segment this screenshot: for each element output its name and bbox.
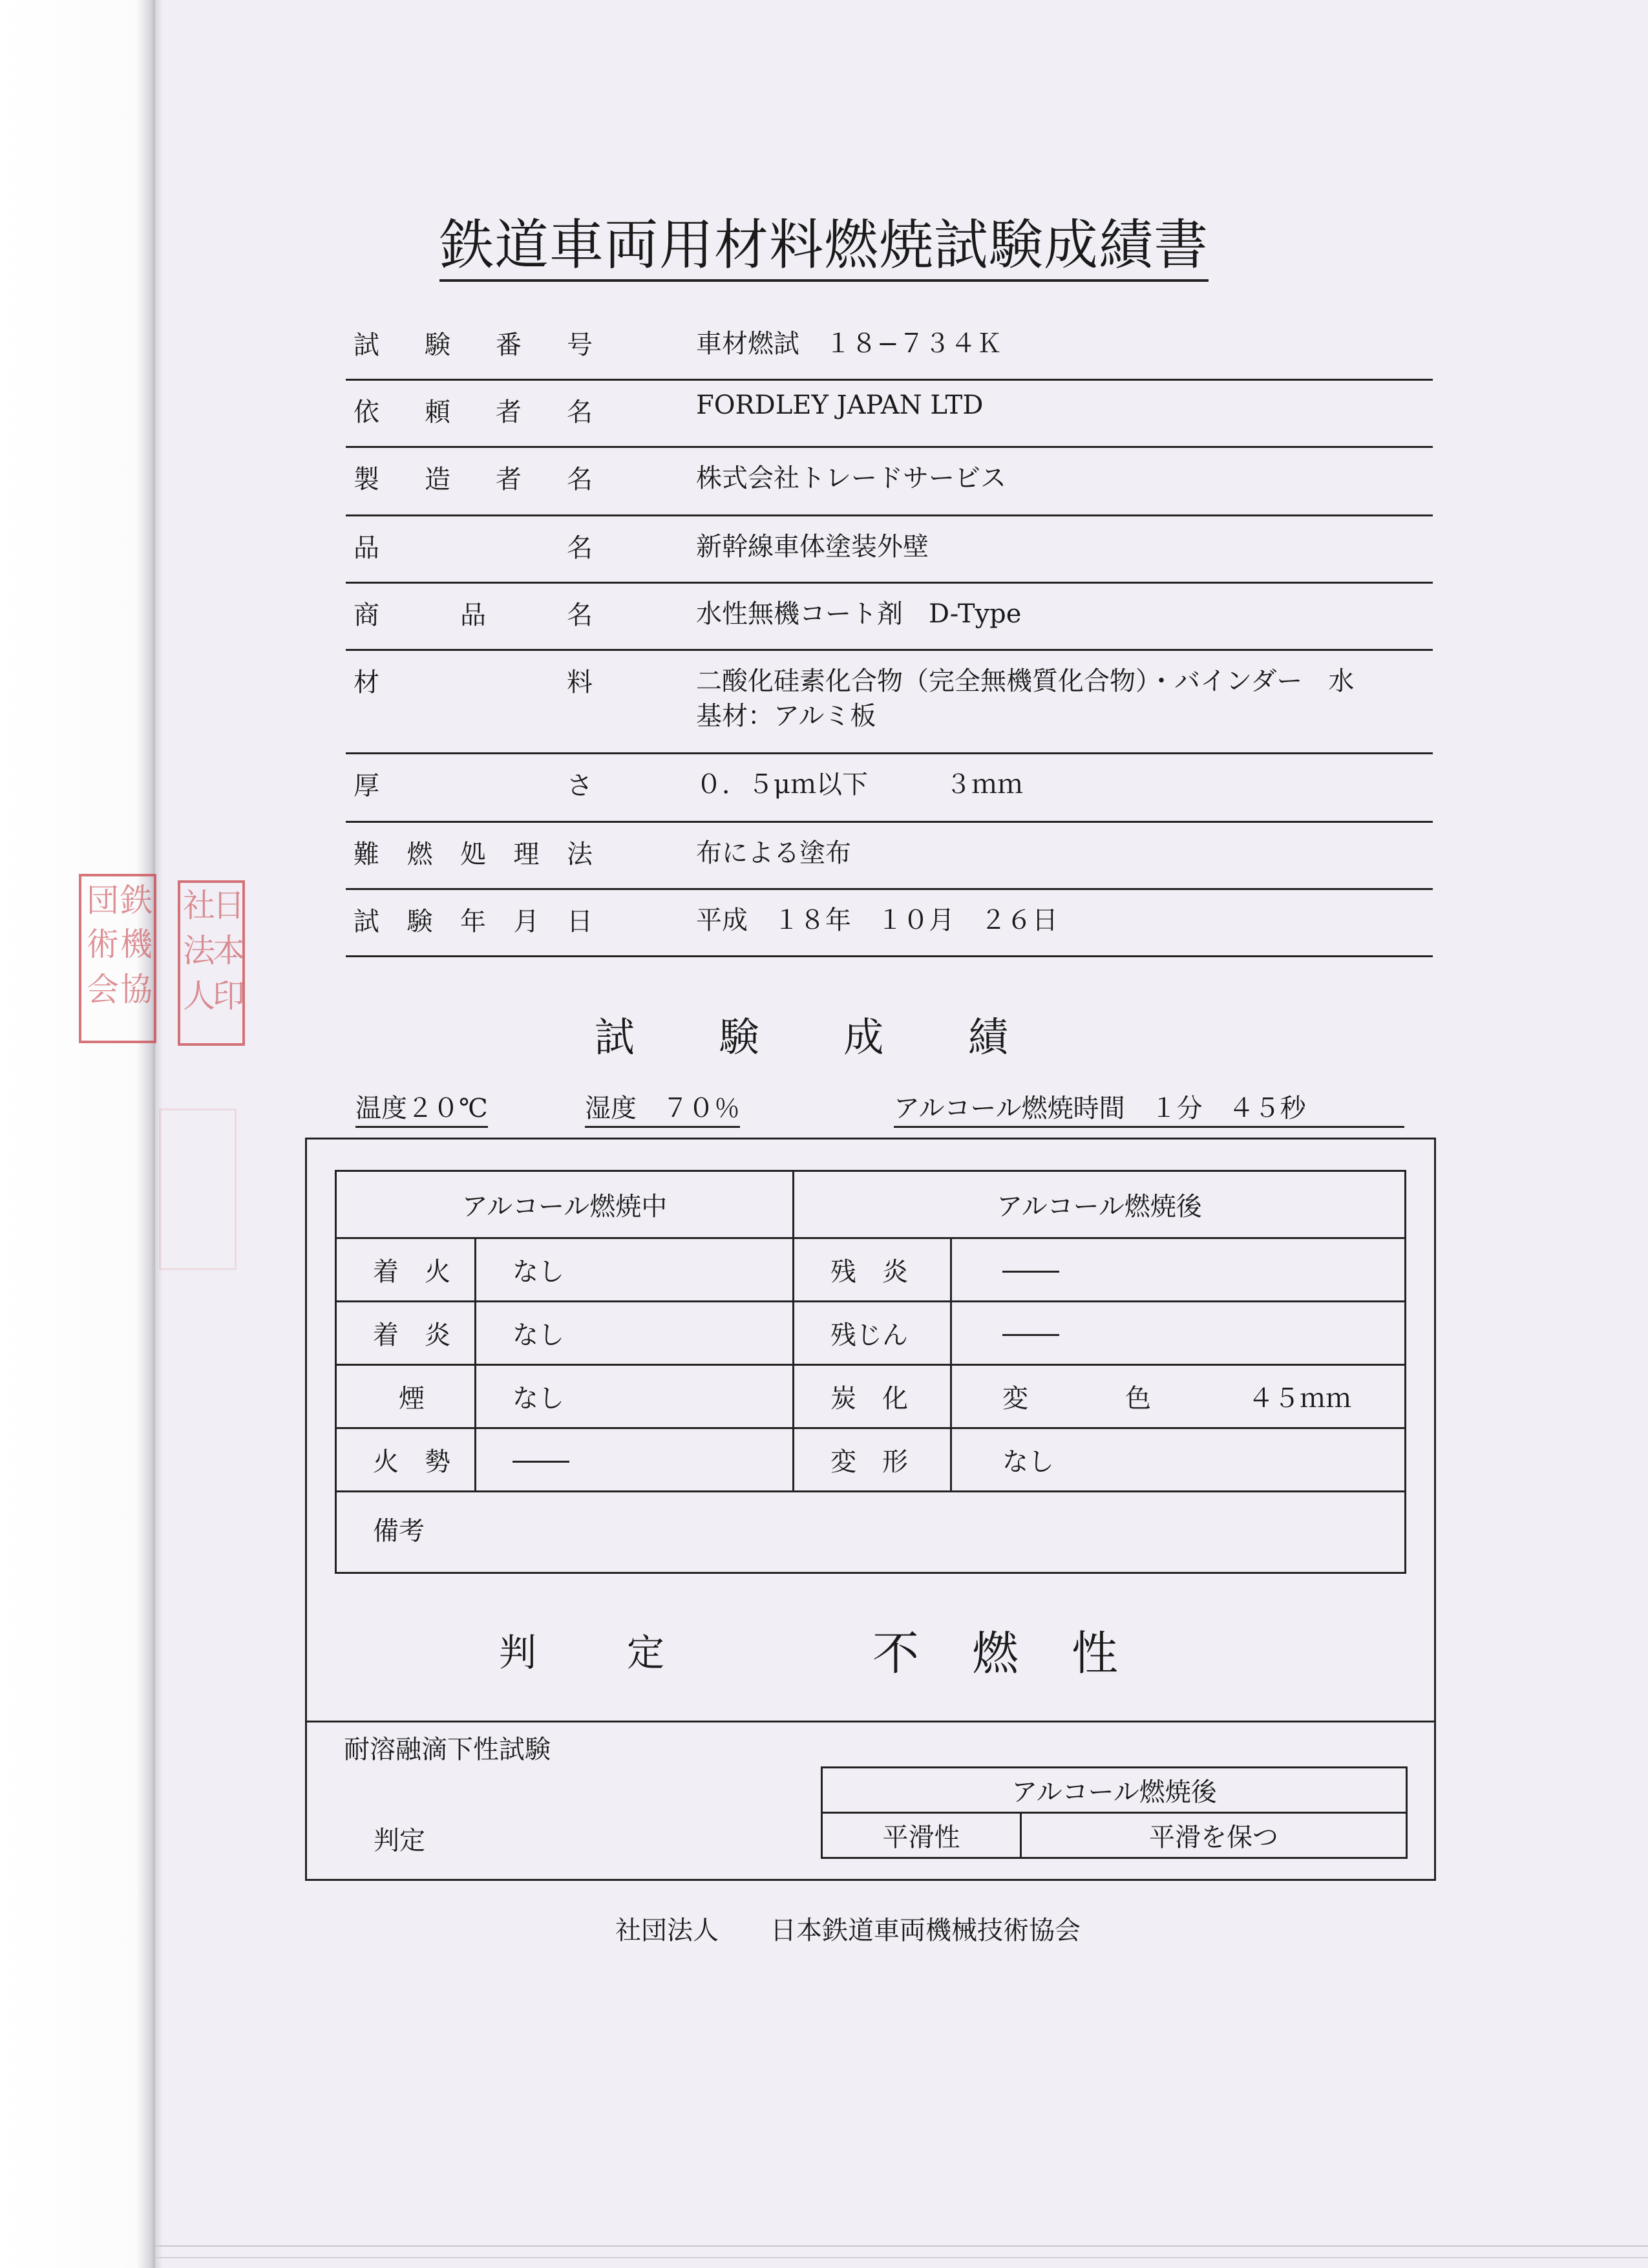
- info-label: [354, 392, 593, 429]
- info-label-char: 者: [496, 397, 522, 427]
- info-label-char: 頼: [425, 397, 450, 427]
- info-label-char: 試: [354, 907, 379, 937]
- info-value-secondary: 基材：アルミ板: [696, 701, 876, 731]
- info-label-char: 名: [567, 533, 593, 563]
- combustion-result-table: [335, 1170, 1406, 1574]
- ignition-value: なし: [476, 1238, 794, 1302]
- flame-catch-value: なし: [476, 1302, 794, 1365]
- results-heading-char: 績: [967, 1013, 1008, 1061]
- info-row: [346, 446, 1433, 516]
- drip-test-table: [821, 1766, 1408, 1859]
- drip-test-judgement-label: 判定: [374, 1826, 425, 1856]
- info-label-char: 号: [567, 330, 593, 360]
- judgement-label-char: 判: [499, 1631, 537, 1675]
- info-label-char: 造: [425, 465, 450, 494]
- afterglow-label: 残じん: [794, 1302, 951, 1365]
- info-label: [354, 459, 593, 496]
- table-row: [336, 1365, 1406, 1428]
- carbonization-length: ４５ｍｍ: [1248, 1384, 1351, 1414]
- info-label-char: 厚: [354, 771, 379, 801]
- seal-stamp-faint: [159, 1108, 237, 1270]
- info-value: 新幹線車体塗装外壁: [696, 532, 929, 562]
- info-value: ０．５μｍ以下 ３ｍｍ: [696, 770, 1023, 800]
- document-title: 鉄道車両用材料燃焼試験成績書: [0, 202, 1648, 280]
- during-burning-header: アルコール燃焼中: [336, 1171, 794, 1238]
- after-burning-header: アルコール燃焼後: [794, 1171, 1406, 1238]
- info-label: [354, 595, 593, 631]
- info-label: [354, 834, 593, 871]
- seal-stamp: 団 鉄 術 機 会 協: [79, 874, 156, 1043]
- page-edge: [155, 2257, 1648, 2258]
- info-label: [354, 765, 593, 802]
- info-label: [354, 324, 593, 361]
- results-heading-char: 試: [595, 1013, 635, 1061]
- issuer-footer: 社団法人 日本鉄道車両機械技術協会: [615, 1916, 1081, 1945]
- info-row: [346, 888, 1433, 957]
- info-label-char: 年: [460, 907, 486, 937]
- flame-intensity-value: [476, 1428, 794, 1492]
- carbonization-label: 炭 化: [794, 1365, 951, 1428]
- info-label-char: 材: [354, 668, 379, 697]
- info-row: [346, 821, 1433, 890]
- afterflame-label: 残 炎: [794, 1238, 951, 1302]
- info-value: 株式会社トレードサービス: [696, 463, 1006, 493]
- judgement-label-char: 定: [626, 1631, 664, 1675]
- info-value: 車材燃試 １８−７３４Ｋ: [696, 329, 1002, 359]
- info-label-char: 燃: [407, 840, 433, 869]
- info-value: 二酸化硅素化合物（完全無機質化合物）・バインダー 水: [696, 666, 1355, 696]
- smoke-value: なし: [476, 1365, 794, 1428]
- results-heading: [595, 1005, 1008, 1063]
- info-row: [346, 649, 1433, 754]
- info-label-char: 依: [354, 397, 379, 427]
- info-value: 平成 １８年 １０月 ２６日: [696, 906, 1058, 935]
- results-divider: [305, 1721, 1436, 1722]
- info-label-char: 名: [567, 397, 593, 427]
- page-edge: [155, 2245, 1648, 2247]
- info-label-char: 料: [567, 668, 593, 697]
- info-label-char: 商: [354, 600, 379, 630]
- info-label-char: 品: [460, 600, 486, 630]
- seal-stamp: 社 日 法 本 人 印: [178, 880, 245, 1046]
- judgement-value-char: 燃: [971, 1626, 1019, 1680]
- info-label-char: 難: [354, 840, 379, 869]
- carbonization-discolor-2: 色: [1125, 1384, 1151, 1414]
- drip-test-item: 平滑性: [822, 1813, 1021, 1858]
- info-value: FORDLEY JAPAN LTD: [696, 390, 984, 420]
- info-label-char: さ: [567, 771, 593, 801]
- smoke-label: 煙: [336, 1365, 476, 1428]
- info-label-char: 試: [354, 330, 379, 360]
- afterglow-value: [951, 1302, 1406, 1365]
- alcohol-burn-time: アルコール燃焼時間 １分 ４５秒: [894, 1088, 1404, 1128]
- carbonization-value: [951, 1365, 1406, 1428]
- info-row: [346, 752, 1433, 823]
- info-label-char: 処: [460, 840, 486, 869]
- info-label: [354, 527, 593, 564]
- info-label-char: 名: [567, 465, 593, 494]
- info-row: [346, 379, 1433, 448]
- info-label: [354, 901, 593, 938]
- info-label-char: 日: [567, 907, 593, 937]
- temperature-condition: 温度２０℃: [355, 1088, 488, 1128]
- info-row: [346, 582, 1433, 651]
- drip-test-header: アルコール燃焼後: [822, 1768, 1407, 1813]
- deformation-label: 変 形: [794, 1428, 951, 1492]
- info-label-char: 製: [354, 465, 379, 494]
- info-label-char: 法: [567, 840, 593, 869]
- judgement-label: [499, 1622, 664, 1677]
- remarks-cell: 備考: [336, 1492, 1406, 1573]
- judgement-value-char: 不: [872, 1626, 920, 1680]
- flame-catch-label: 着 炎: [336, 1302, 476, 1365]
- info-label-char: 品: [354, 533, 379, 563]
- info-label-char: 名: [567, 600, 593, 630]
- info-label-char: 番: [496, 330, 522, 360]
- table-row: [336, 1302, 1406, 1365]
- info-label-char: 理: [513, 840, 540, 869]
- info-label-char: 験: [425, 330, 450, 360]
- drip-test-title: 耐溶融滴下性試験: [344, 1735, 551, 1765]
- info-label-char: 者: [496, 465, 522, 494]
- info-row: [346, 514, 1433, 584]
- info-value: 水性無機コート剤 D-Type: [696, 599, 1022, 629]
- table-row: [336, 1238, 1406, 1302]
- info-label-char: 験: [407, 907, 433, 937]
- judgement-value: [872, 1616, 1118, 1683]
- info-label-char: 月: [513, 907, 540, 937]
- flame-intensity-label: 火 勢: [336, 1428, 476, 1492]
- ignition-label: 着 火: [336, 1238, 476, 1302]
- carbonization-discolor-1: 変: [1002, 1384, 1028, 1414]
- info-label: [354, 662, 593, 699]
- humidity-condition: 湿度 ７０％: [585, 1088, 740, 1128]
- judgement-value-char: 性: [1071, 1626, 1118, 1680]
- table-row: [336, 1428, 1406, 1492]
- info-row: [346, 312, 1433, 381]
- info-value: 布による塗布: [696, 838, 851, 868]
- drip-test-result: 平滑を保つ: [1021, 1813, 1407, 1858]
- afterflame-value: [951, 1238, 1406, 1302]
- binding-margin: [0, 0, 155, 2268]
- deformation-value: なし: [951, 1428, 1406, 1492]
- results-heading-char: 成: [843, 1013, 884, 1061]
- results-heading-char: 験: [719, 1013, 759, 1061]
